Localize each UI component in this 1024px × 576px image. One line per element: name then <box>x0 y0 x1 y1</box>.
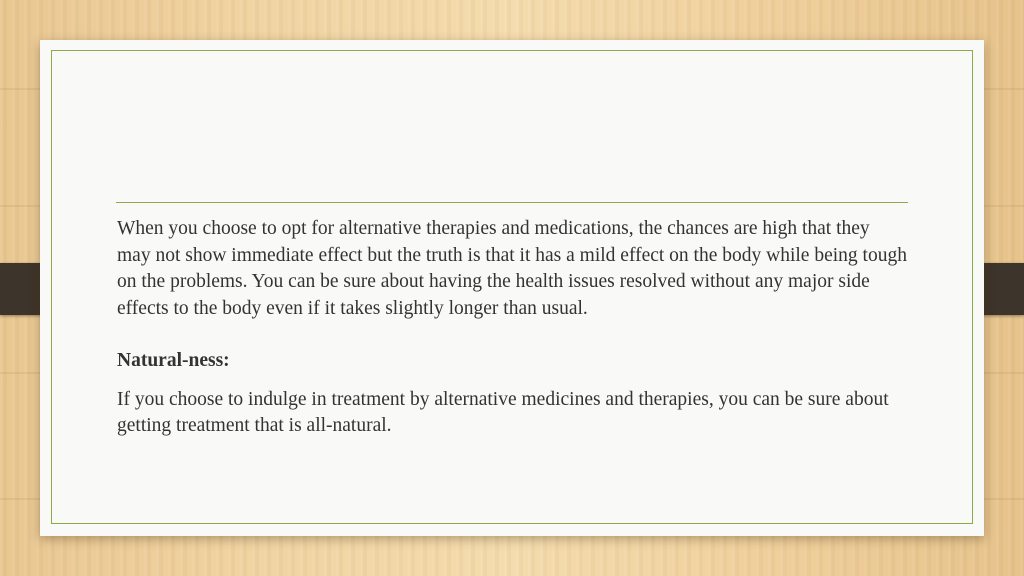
slide-body <box>117 216 907 440</box>
body-paragraph-2: If you choose to indulge in treatment by alternative medicines and therapies, you can be sure about getting treatment that is all-natural. <box>117 388 889 436</box>
section-heading: Natural-ness: <box>117 350 230 371</box>
body-paragraph-1: When you choose to opt for alternative therapies and medications, the chances are high that they may not show immediate effect but the truth is that it has a mild effect on the body while being tough on the problems. You can be sure about having the health issues resolved without any major side effects to the body even if it takes slightly longer than usual. <box>117 218 907 319</box>
title-divider <box>116 202 908 203</box>
slide-card <box>40 40 984 536</box>
